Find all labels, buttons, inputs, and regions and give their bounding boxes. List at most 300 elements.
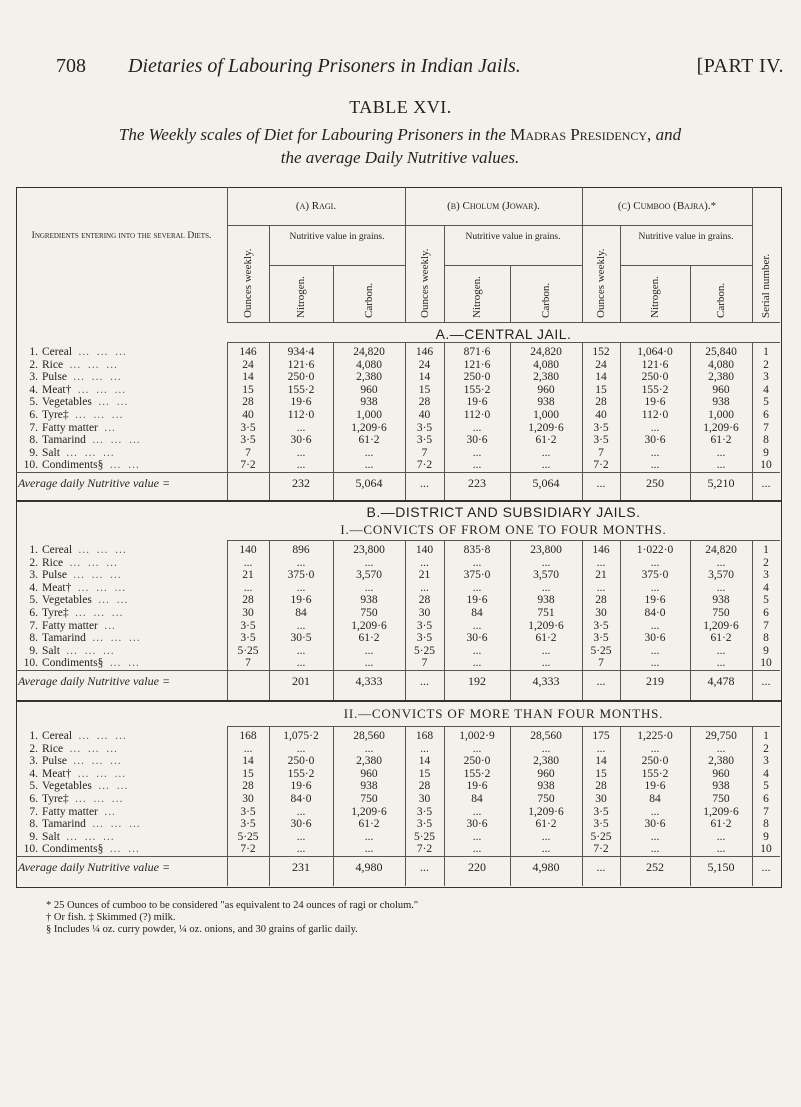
- table-cell: ...: [364, 459, 374, 472]
- serial-number: 2: [763, 556, 769, 569]
- table-cell: ...: [296, 830, 306, 843]
- cumboo-ounces-header: Ounces weekly.: [595, 248, 607, 318]
- table-cell: 7·2: [240, 459, 256, 472]
- ingredient-number: 8.: [29, 818, 38, 831]
- table-cell: 938: [537, 396, 555, 409]
- ingredient-number: 4.: [29, 581, 38, 594]
- table-cell: ...: [541, 742, 551, 755]
- ragi-nitrogen-header: Nitrogen.: [295, 276, 307, 318]
- ingredient-name: Cereal: [42, 346, 73, 358]
- table-cell: 960: [537, 383, 555, 396]
- table-cell: 1,209·6: [351, 421, 387, 434]
- table-cell: ...: [296, 581, 306, 594]
- ingredient-label: [18, 371, 223, 384]
- ingredient-label: [18, 409, 223, 422]
- serial-number: 7: [763, 421, 769, 434]
- ragi-carbon-column-a: [333, 346, 405, 472]
- table-cell: 168: [415, 730, 434, 742]
- table-cell: ...: [364, 446, 374, 459]
- cholum-nitrogen-header: Nitrogen.: [471, 276, 483, 318]
- table-caption-line-2: the average Daily Nutritive values.: [280, 148, 520, 167]
- cumboo-nitrogen-average-b: 219: [646, 674, 664, 688]
- ingredient-label: [18, 831, 223, 844]
- ingredient-number: 6.: [29, 792, 38, 805]
- ingredient-label: [18, 384, 223, 397]
- ingredient-name: Salt: [42, 644, 60, 657]
- cumboo-carbon-average-b: 4,478: [707, 674, 735, 688]
- leader-dots: … …: [97, 396, 130, 409]
- table-cell: 15: [242, 767, 254, 780]
- table-cell: ...: [364, 742, 374, 755]
- ingredient-number: 2.: [29, 742, 38, 755]
- serial-number: 6: [763, 792, 769, 805]
- ingredient-label: [18, 607, 223, 620]
- table-cell: ...: [716, 446, 726, 459]
- leader-dots: …: [103, 421, 118, 434]
- table-cell: 30·6: [466, 818, 488, 831]
- table-cell: ...: [472, 843, 482, 856]
- serial-number: 10: [760, 459, 772, 472]
- serial-serial-column-c: [752, 730, 780, 856]
- ingredient-number: 5.: [29, 594, 38, 607]
- table-cell: 7·2: [416, 843, 433, 856]
- cholum-nitrogen-column-c: [444, 730, 510, 856]
- table-cell: ...: [650, 459, 660, 472]
- table-cell: 15: [595, 767, 607, 780]
- ingredient-name: Pulse: [42, 569, 67, 582]
- ingredient-label: [18, 768, 223, 781]
- table-cell: ...: [541, 843, 551, 856]
- table-cell: 7: [421, 657, 428, 670]
- table-cell: 7·2: [416, 459, 433, 472]
- table-cell: ...: [296, 805, 306, 818]
- table-cell: 84·0: [290, 792, 312, 805]
- table-cell: 3·5: [593, 818, 609, 831]
- ragi-carbon-column-b: [333, 544, 405, 670]
- table-cell: 152: [592, 346, 610, 358]
- table-cell: 28: [595, 594, 607, 607]
- table-cell: 14: [242, 755, 254, 768]
- table-cell: ...: [716, 644, 726, 657]
- table-cell: ...: [243, 742, 253, 755]
- cholum-carbon-average-b: 4,333: [532, 674, 560, 688]
- leader-dots: … …: [97, 594, 130, 607]
- table-cell: ...: [650, 619, 660, 632]
- column-rule: [582, 187, 583, 322]
- leader-dots: … … …: [72, 371, 124, 384]
- footnote-condiments: § Includes ¼ oz. curry powder, ¼ oz. onions, and 30 grains of garlic daily.: [46, 924, 358, 935]
- section-rule: [227, 540, 780, 541]
- table-cell: 14: [418, 371, 431, 384]
- ingredient-number: 8.: [29, 632, 38, 645]
- serial-number: 2: [763, 742, 769, 755]
- table-cell: 21: [418, 569, 431, 582]
- table-cell: 28: [418, 396, 431, 409]
- ingredient-number: 3.: [29, 755, 38, 768]
- header-rule: [269, 265, 405, 266]
- table-cell: ...: [650, 446, 660, 459]
- serial-number: 3: [763, 371, 769, 384]
- cholum-carbon-average-a: 5,064: [532, 476, 560, 490]
- cholum-carbon-column-a: [510, 346, 582, 472]
- cumboo-ounces-average-a: ...: [596, 476, 606, 490]
- cholum-ounces-column-b: [405, 544, 444, 670]
- table-cell: 3·5: [240, 619, 256, 632]
- leader-dots: … … …: [91, 632, 143, 645]
- cumboo-carbon-column-c: [690, 730, 752, 856]
- table-cell: ...: [596, 581, 606, 594]
- leader-dots: … … …: [74, 408, 125, 421]
- table-cell: ...: [472, 421, 482, 434]
- table-cell: 84·0: [644, 606, 666, 619]
- serial-number: 8: [763, 434, 769, 447]
- cumboo-carbon-average-a: 5,210: [707, 476, 735, 490]
- table-cell: 3·5: [240, 434, 256, 447]
- ingredient-label: [18, 447, 223, 460]
- table-cell: 61·2: [358, 434, 380, 447]
- table-cell: 960: [712, 383, 730, 396]
- table-cell: ...: [243, 581, 253, 594]
- ingredient-number: 7.: [29, 619, 38, 632]
- ingredient-name: Rice: [42, 556, 64, 569]
- table-cell: 61·2: [358, 632, 380, 645]
- table-cell: 938: [360, 780, 378, 793]
- cholum-carbon-header: Carbon.: [540, 282, 552, 318]
- table-cell: 250·0: [641, 755, 669, 768]
- table-cell: 938: [360, 396, 378, 409]
- table-cell: 30·6: [644, 818, 666, 831]
- table-cell: 84: [649, 792, 661, 805]
- column-rule: [333, 265, 334, 322]
- table-cell: 960: [360, 767, 378, 780]
- ingredient-name: Tyre‡: [42, 408, 69, 421]
- table-cell: ...: [596, 556, 606, 569]
- table-cell: ...: [650, 644, 660, 657]
- serial-number: 1: [763, 730, 769, 742]
- table-cell: 1,225·0: [637, 730, 673, 742]
- cholum-ounces-average-b: ...: [420, 674, 429, 688]
- ingredient-label: [18, 843, 223, 856]
- table-cell: 61·2: [358, 818, 380, 831]
- table-cell: 4,080: [356, 358, 382, 371]
- cholum-nitrogen-average-b: 192: [468, 674, 486, 688]
- table-cell: ...: [541, 446, 551, 459]
- table-cell: 19·6: [290, 780, 312, 793]
- header-rule: [582, 225, 752, 226]
- table-cell: ...: [650, 657, 660, 670]
- footnote-fish-milk: † Or fish. ‡ Skimmed (?) milk.: [46, 912, 176, 923]
- table-cell: 28,560: [530, 730, 562, 742]
- cumboo-ounces-average-c: ...: [596, 860, 606, 874]
- ragi-ounces-column-a: [227, 346, 269, 472]
- table-cell: 750: [712, 792, 730, 805]
- table-cell: ...: [364, 830, 374, 843]
- table-cell: ...: [296, 644, 306, 657]
- table-cell: 30: [418, 606, 431, 619]
- table-cell: 1·022·0: [636, 544, 674, 556]
- table-cell: ...: [296, 459, 306, 472]
- ingredient-number: 1.: [29, 544, 38, 556]
- serial-serial-header: Serial number.: [760, 253, 772, 318]
- cholum-ounces-average-c: ...: [420, 860, 429, 874]
- table-cell: 61·2: [710, 818, 732, 831]
- cumboo-nitrogen-average-c: 252: [646, 860, 664, 874]
- header-rule: [405, 225, 582, 226]
- cholum-nitrogen-average-c: 220: [468, 860, 486, 874]
- table-cell: 938: [537, 780, 555, 793]
- table-cell: 3·5: [416, 619, 433, 632]
- table-cell: 155·2: [641, 767, 669, 780]
- table-cell: ...: [296, 657, 306, 670]
- table-cell: 24: [418, 358, 431, 371]
- ingredient-name: Fatty matter: [42, 619, 98, 632]
- leader-dots: … … …: [65, 830, 117, 843]
- serial-serial-column-b: [752, 544, 780, 670]
- ingredient-label: [18, 620, 223, 633]
- table-cell: 112·0: [463, 408, 491, 421]
- table-cell: ...: [541, 459, 551, 472]
- ingredient-name: Meat†: [42, 383, 72, 396]
- table-cell: 3·5: [593, 805, 609, 818]
- cumboo-carbon-average-c: 5,150: [707, 860, 735, 874]
- table-cell: 1,075·2: [283, 730, 319, 742]
- leader-dots: … … …: [69, 358, 120, 371]
- footnote-cumboo: * 25 Ounces of cumboo to be considered "as equivalent to 24 ounces of ragi or cholum.": [46, 900, 419, 911]
- table-cell: ...: [716, 459, 726, 472]
- ingredient-label: [18, 632, 223, 645]
- table-cell: 1,209·6: [351, 619, 387, 632]
- table-cell: 375·0: [463, 569, 491, 582]
- table-cell: 250·0: [287, 755, 315, 768]
- ingredient-name: Salt: [42, 446, 60, 459]
- table-cell: 19·6: [644, 594, 666, 607]
- cholum-ounces-column-c: [405, 730, 444, 856]
- table-cell: 15: [242, 383, 254, 396]
- table-cell: 84: [295, 606, 307, 619]
- table-cell: ...: [472, 581, 482, 594]
- table-cell: 155·2: [287, 767, 315, 780]
- table-cell: 24: [242, 358, 254, 371]
- table-cell: 24: [595, 358, 607, 371]
- table-cell: 5·25: [413, 644, 436, 657]
- nutritive-value-header: Nutritive value in grains.: [465, 232, 561, 242]
- cumboo-group-header: (c) Cumboo (Bajra).*: [617, 200, 717, 212]
- table-cell: 938: [712, 396, 730, 409]
- table-cell: 250·0: [463, 371, 491, 384]
- ingredient-name: Meat†: [42, 767, 72, 780]
- leader-dots: … … …: [69, 742, 120, 755]
- table-cell: 19·6: [290, 396, 312, 409]
- cumboo-nitrogen-header: Nitrogen.: [649, 276, 661, 318]
- table-cell: 30: [595, 606, 607, 619]
- cholum-carbon-column-c: [510, 730, 582, 856]
- ingredient-number: 2.: [29, 358, 38, 371]
- leader-dots: … … …: [65, 644, 117, 657]
- leader-dots: … … …: [65, 446, 117, 459]
- ingredient-label: [18, 346, 223, 359]
- table-cell: ...: [716, 843, 726, 856]
- ingredient-name: Tyre‡: [42, 606, 69, 619]
- average-rule: [16, 670, 780, 671]
- leader-dots: … …: [109, 459, 142, 472]
- table-cell: 5·25: [237, 830, 259, 843]
- ingredient-name: Condiments§: [42, 459, 104, 472]
- table-cell: 3,570: [533, 569, 559, 582]
- table-cell: 121·6: [641, 358, 669, 371]
- cholum-nitrogen-average-a: 223: [468, 476, 486, 490]
- ingredient-name: Salt: [42, 830, 60, 843]
- ingredient-number: 3.: [29, 569, 38, 582]
- cholum-carbon-average-c: 4,980: [532, 860, 560, 874]
- part-label: [ PART IV.: [697, 55, 784, 78]
- ingredient-number: 4.: [29, 383, 38, 396]
- table-cell: 5·25: [413, 830, 436, 843]
- table-cell: ...: [472, 446, 482, 459]
- table-cell: ...: [472, 619, 482, 632]
- ingredient-number: 6.: [29, 408, 38, 421]
- table-cell: 30: [242, 606, 254, 619]
- leader-dots: … … …: [77, 581, 128, 594]
- table-cell: 1,209·6: [703, 805, 739, 818]
- ingredient-number: 6.: [29, 606, 38, 619]
- table-cell: 146: [239, 346, 257, 358]
- table-cell: 960: [360, 383, 378, 396]
- column-rule: [620, 225, 621, 322]
- table-cell: 30·6: [644, 434, 666, 447]
- table-cell: ...: [364, 644, 374, 657]
- serial-number: 6: [763, 408, 769, 421]
- table-cell: 84: [471, 792, 483, 805]
- ingredient-number: 4.: [29, 767, 38, 780]
- table-cell: 3·5: [416, 818, 433, 831]
- nutritive-value-header: Nutritive value in grains.: [289, 232, 385, 242]
- table-cell: 168: [239, 730, 257, 742]
- table-cell: 5·25: [590, 644, 612, 657]
- cumboo-carbon-column-a: [690, 346, 752, 472]
- ingredient-label: [18, 730, 223, 743]
- serial-serial-average-a: ...: [761, 476, 771, 490]
- ingredient-list-c: [18, 730, 223, 856]
- table-cell: 2,380: [356, 371, 382, 384]
- table-cell: 1,000: [533, 408, 559, 421]
- ragi-nitrogen-average-a: 232: [292, 476, 310, 490]
- table-cell: 1,000: [356, 408, 382, 421]
- table-cell: 375·0: [287, 569, 315, 582]
- ingredient-label: [18, 755, 223, 768]
- ingredient-list-a: [18, 346, 223, 472]
- table-cell: 2,380: [356, 755, 382, 768]
- leader-dots: … … …: [74, 606, 125, 619]
- table-cell: 28: [595, 780, 607, 793]
- table-cell: ...: [716, 657, 726, 670]
- table-cell: 15: [418, 767, 431, 780]
- table-cell: 146: [592, 544, 610, 556]
- table-cell: 29,750: [705, 730, 737, 742]
- table-cell: ...: [472, 459, 482, 472]
- table-cell: 3,570: [356, 569, 382, 582]
- ragi-carbon-average-b: 4,333: [355, 674, 383, 688]
- table-cell: 23,800: [353, 544, 385, 556]
- leader-dots: … … …: [74, 792, 125, 805]
- table-cell: ...: [541, 581, 551, 594]
- table-cell: ...: [243, 556, 253, 569]
- ingredient-name: Vegetables: [42, 396, 92, 409]
- table-cell: 25,840: [705, 346, 737, 358]
- cumboo-nitrogen-average-a: 250: [646, 476, 664, 490]
- ingredient-name: Pulse: [42, 755, 67, 768]
- table-cell: 30·6: [466, 434, 488, 447]
- table-cell: 3,570: [708, 569, 734, 582]
- table-cell: 3·5: [240, 421, 256, 434]
- ingredient-number: 9.: [29, 446, 38, 459]
- ingredient-label: [18, 582, 223, 595]
- table-cell: 3·5: [240, 818, 256, 831]
- average-label-b: Average daily Nutritive value =: [18, 674, 171, 688]
- ingredient-name: Vegetables: [42, 594, 92, 607]
- table-cell: 1,209·6: [703, 619, 739, 632]
- table-cell: ...: [541, 644, 551, 657]
- table-cell: 21: [595, 569, 607, 582]
- table-cell: 871·6: [463, 346, 491, 358]
- table-cell: ...: [296, 556, 306, 569]
- serial-number: 7: [763, 805, 769, 818]
- table-cell: 751: [537, 606, 555, 619]
- table-cell: 2,380: [533, 371, 559, 384]
- table-cell: 121·6: [287, 358, 315, 371]
- table-cell: 1,209·6: [703, 421, 739, 434]
- table-cell: 19·6: [466, 780, 488, 793]
- table-cell: 938: [712, 594, 730, 607]
- table-cell: 2,380: [533, 755, 559, 768]
- table-cell: 30·6: [290, 818, 312, 831]
- ingredient-number: 9.: [29, 644, 38, 657]
- serial-serial-average-c: ...: [761, 860, 771, 874]
- table-cell: ...: [364, 843, 374, 856]
- table-cell: 30: [242, 792, 254, 805]
- cumboo-ounces-column-b: [582, 544, 620, 670]
- table-cell: 15: [418, 383, 431, 396]
- table-cell: 140: [239, 544, 257, 556]
- table-cell: 375·0: [641, 569, 669, 582]
- table-cell: ...: [596, 742, 606, 755]
- ragi-carbon-header: Carbon.: [363, 282, 375, 318]
- serial-number: 3: [763, 755, 769, 768]
- table-cell: ...: [650, 742, 660, 755]
- table-cell: 30: [418, 792, 431, 805]
- table-cell: 21: [242, 569, 254, 582]
- table-cell: 28,560: [353, 730, 385, 742]
- table-cell: ...: [420, 742, 429, 755]
- table-cell: ...: [472, 742, 482, 755]
- table-cell: ...: [472, 657, 482, 670]
- ingredient-number: 9.: [29, 830, 38, 843]
- table-cell: 750: [360, 606, 378, 619]
- page-number: 708: [56, 55, 86, 77]
- table-cell: ...: [716, 556, 726, 569]
- column-rule: [752, 187, 753, 322]
- ingredient-label: [18, 743, 223, 756]
- column-rule: [510, 265, 511, 322]
- leader-dots: … …: [109, 843, 142, 856]
- ragi-carbon-average-c: 4,980: [355, 860, 383, 874]
- section-rule: [227, 726, 780, 727]
- ingredient-name: Pulse: [42, 371, 67, 384]
- serial-number: 5: [763, 396, 769, 409]
- table-cell: 19·6: [466, 396, 488, 409]
- serial-number: 4: [763, 383, 769, 396]
- ingredient-number: 7.: [29, 421, 38, 434]
- leader-dots: … … …: [78, 730, 129, 742]
